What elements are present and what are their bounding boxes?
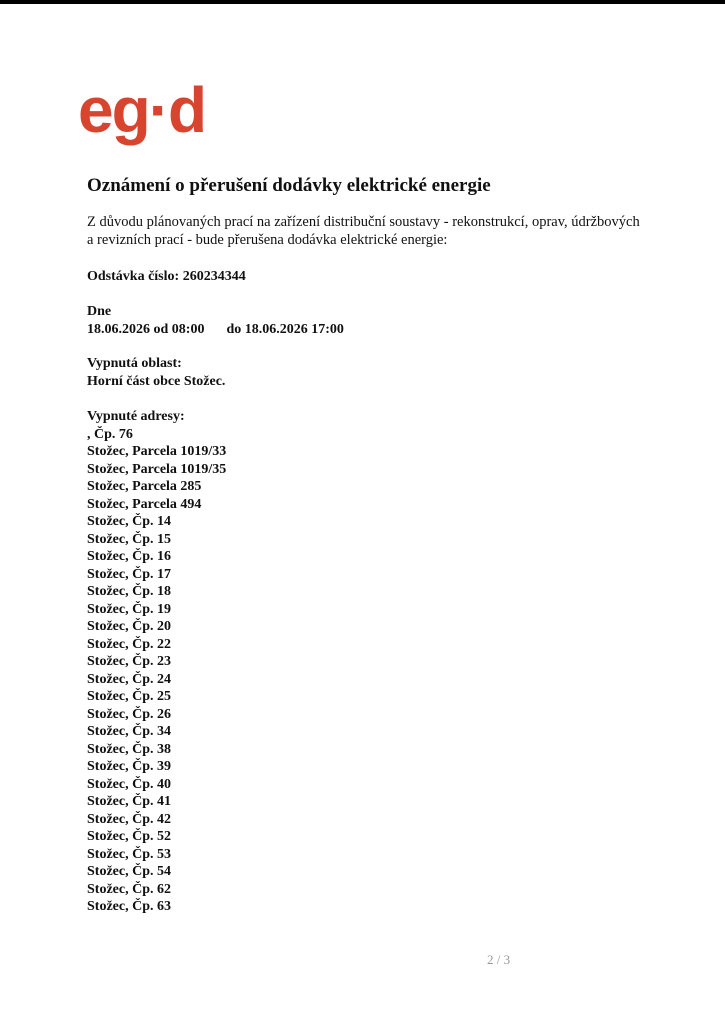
- address-item: Stožec, Čp. 24: [87, 671, 171, 687]
- address-item: Stožec, Čp. 42: [87, 811, 171, 827]
- address-item: Stožec, Čp. 62: [87, 881, 171, 897]
- egd-logo: eg·d: [78, 74, 206, 146]
- address-item: Stožec, Parcela 285: [87, 479, 202, 494]
- address-item: Stožec, Čp. 16: [87, 549, 171, 564]
- address-item: Stožec, Čp. 18: [87, 584, 171, 599]
- outage-area: [87, 355, 225, 390]
- date-range: [87, 321, 344, 339]
- address-item: Stožec, Čp. 20: [87, 619, 171, 634]
- date-label: Dne: [87, 304, 112, 319]
- outage-number-line: [87, 268, 246, 286]
- area-value: Horní část obce Stožec.: [87, 373, 226, 389]
- addresses-label: Vypnuté adresy:: [87, 409, 185, 424]
- address-item: Stožec, Čp. 34: [87, 724, 171, 739]
- intro-paragraph: Z důvodu plánovaných prací na zařízení distribuční soustavy - rekonstrukcí, oprav, údržbových a revizních prací - bude přerušena dodávka elektrické energie:: [87, 214, 640, 248]
- outage-dates: [87, 303, 344, 338]
- address-item: Stožec, Čp. 39: [87, 759, 171, 774]
- page-title: Oznámení o přerušení dodávky elektrické energie: [87, 175, 491, 196]
- outage-number-label: Odstávka číslo:: [87, 269, 180, 284]
- address-item: Stožec, Čp. 53: [87, 846, 171, 862]
- address-item: Stožec, Čp. 14: [87, 514, 171, 529]
- address-item: Stožec, Čp. 52: [87, 829, 171, 844]
- address-item: Stožec, Čp. 38: [87, 741, 171, 757]
- area-label: Vypnutá oblast:: [87, 356, 182, 371]
- address-item: Stožec, Čp. 26: [87, 706, 171, 722]
- address-item: Stožec, Parcela 1019/35: [87, 461, 227, 477]
- address-item: Stožec, Čp. 25: [87, 689, 171, 704]
- address-item: Stožec, Čp. 54: [87, 864, 171, 879]
- address-item: Stožec, Parcela 494: [87, 496, 202, 512]
- address-item: Stožec, Čp. 41: [87, 794, 171, 809]
- address-item: Stožec, Čp. 40: [87, 776, 171, 792]
- outage-number-value: 260234344: [182, 269, 246, 284]
- outage-addresses: [87, 408, 226, 916]
- top-bar: [0, 0, 725, 4]
- address-item: , Čp. 76: [87, 426, 133, 442]
- address-item: Stožec, Čp. 19: [87, 601, 171, 617]
- address-item: Stožec, Čp. 17: [87, 566, 171, 582]
- address-item: Stožec, Čp. 63: [87, 899, 171, 914]
- page-indicator: 2 / 3: [487, 952, 511, 967]
- address-item: Stožec, Čp. 15: [87, 531, 171, 547]
- address-item: Stožec, Čp. 22: [87, 636, 171, 652]
- date-from: 18.06.2026 od 08:00: [87, 321, 205, 337]
- date-to: do 18.06.2026 17:00: [226, 321, 344, 337]
- address-item: Stožec, Čp. 23: [87, 654, 171, 669]
- address-item: Stožec, Parcela 1019/33: [87, 444, 227, 459]
- address-list: [87, 426, 226, 916]
